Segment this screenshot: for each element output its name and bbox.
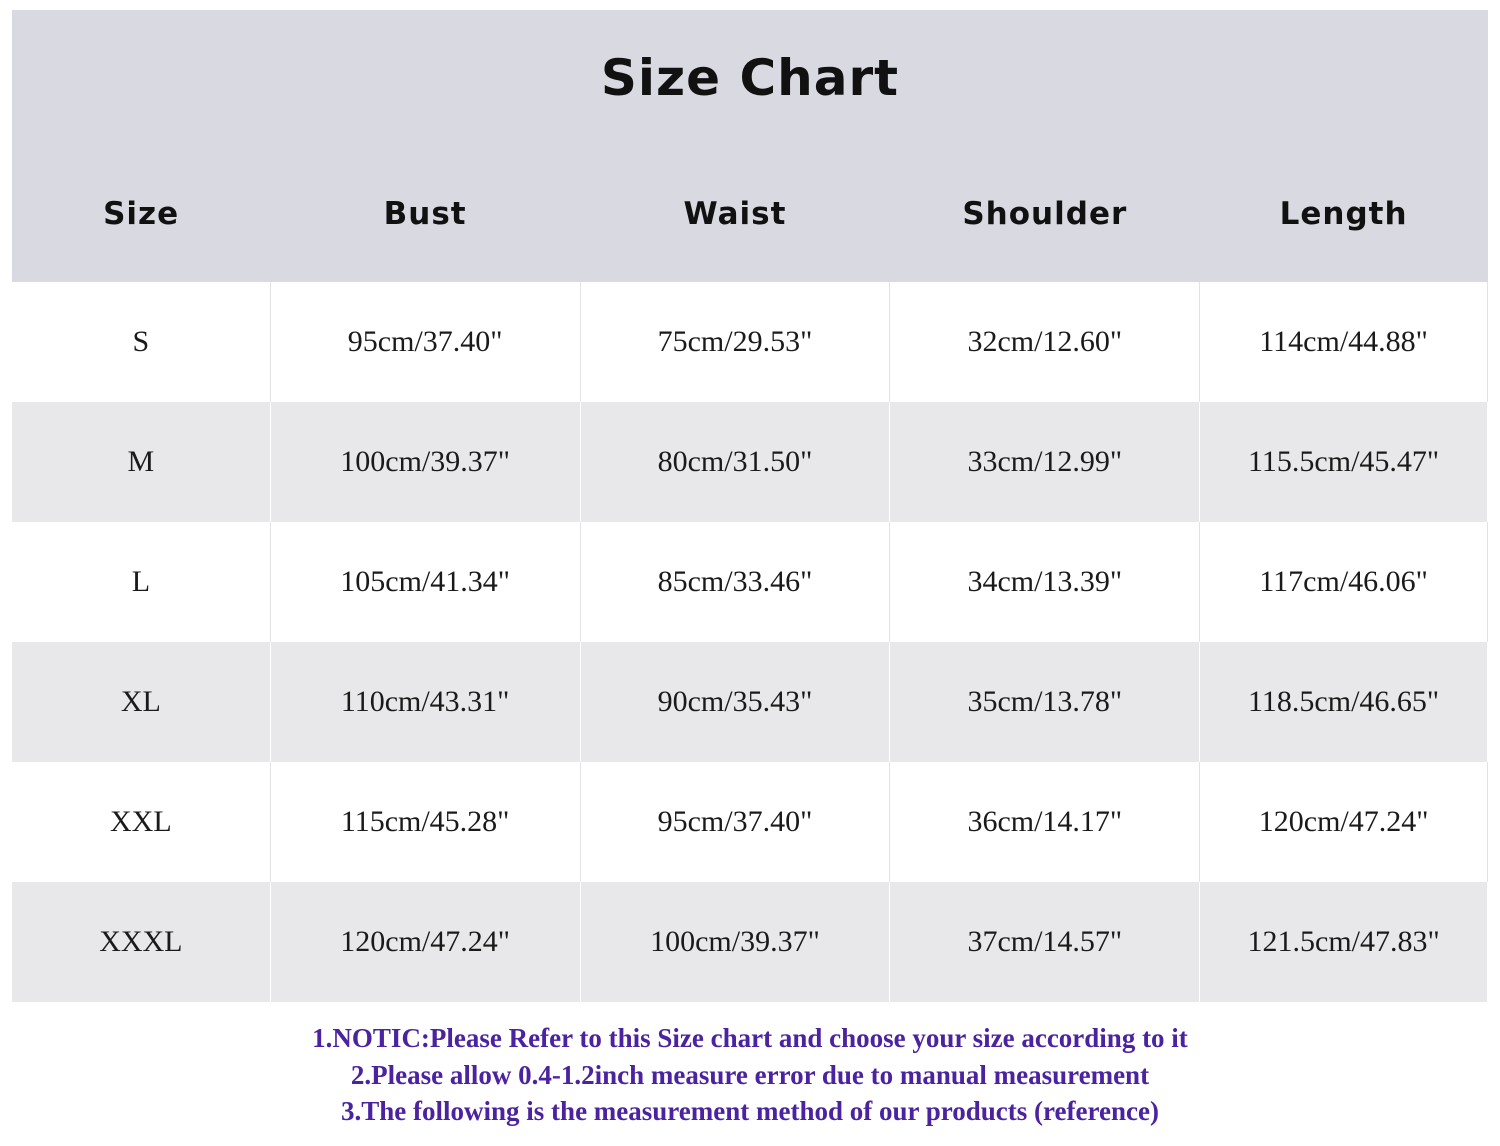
notes-section [12, 1002, 1488, 1136]
cell-bust: 100cm/39.37" [270, 402, 580, 522]
cell-length: 121.5cm/47.83" [1200, 882, 1488, 1002]
cell-shoulder: 35cm/13.78" [890, 642, 1200, 762]
cell-bust: 120cm/47.24" [270, 882, 580, 1002]
cell-length: 120cm/47.24" [1200, 762, 1488, 882]
column-header-length: Length [1200, 147, 1488, 282]
cell-bust: 105cm/41.34" [270, 522, 580, 642]
cell-waist: 75cm/29.53" [580, 282, 890, 402]
table-row [12, 522, 1488, 642]
cell-length: 117cm/46.06" [1200, 522, 1488, 642]
cell-length: 114cm/44.88" [1200, 282, 1488, 402]
cell-size: M [12, 402, 270, 522]
cell-waist: 95cm/37.40" [580, 762, 890, 882]
cell-shoulder: 36cm/14.17" [890, 762, 1200, 882]
table-row [12, 882, 1488, 1002]
table-header-row [12, 147, 1488, 282]
cell-bust: 115cm/45.28" [270, 762, 580, 882]
cell-size: L [12, 522, 270, 642]
size-chart-container [12, 10, 1488, 1136]
table-row [12, 282, 1488, 402]
column-header-bust: Bust [270, 147, 580, 282]
column-header-shoulder: Shoulder [890, 147, 1200, 282]
cell-shoulder: 32cm/12.60" [890, 282, 1200, 402]
table-row [12, 402, 1488, 522]
table-row [12, 762, 1488, 882]
size-table [12, 147, 1488, 1002]
column-header-waist: Waist [580, 147, 890, 282]
cell-length: 115.5cm/45.47" [1200, 402, 1488, 522]
cell-size: XXL [12, 762, 270, 882]
page-title: Size Chart [600, 49, 900, 108]
cell-bust: 95cm/37.40" [270, 282, 580, 402]
cell-size: XL [12, 642, 270, 762]
cell-waist: 100cm/39.37" [580, 882, 890, 1002]
cell-shoulder: 37cm/14.57" [890, 882, 1200, 1002]
table-header [12, 147, 1488, 282]
cell-size: XXXL [12, 882, 270, 1002]
cell-length: 118.5cm/46.65" [1200, 642, 1488, 762]
title-band [12, 10, 1488, 147]
note-line-1: 1.NOTIC:Please Refer to this Size chart and choose your size according to it [312, 1022, 1188, 1053]
column-header-size: Size [12, 147, 270, 282]
cell-size: S [12, 282, 270, 402]
note-line-2: 2.Please allow 0.4-1.2inch measure error due to manual measurement [350, 1059, 1150, 1090]
table-body [12, 282, 1488, 1002]
cell-waist: 80cm/31.50" [580, 402, 890, 522]
cell-waist: 90cm/35.43" [580, 642, 890, 762]
cell-shoulder: 34cm/13.39" [890, 522, 1200, 642]
note-line-3: 3.The following is the measurement method of our products (reference) [341, 1096, 1159, 1127]
table-row [12, 642, 1488, 762]
cell-waist: 85cm/33.46" [580, 522, 890, 642]
cell-shoulder: 33cm/12.99" [890, 402, 1200, 522]
cell-bust: 110cm/43.31" [270, 642, 580, 762]
